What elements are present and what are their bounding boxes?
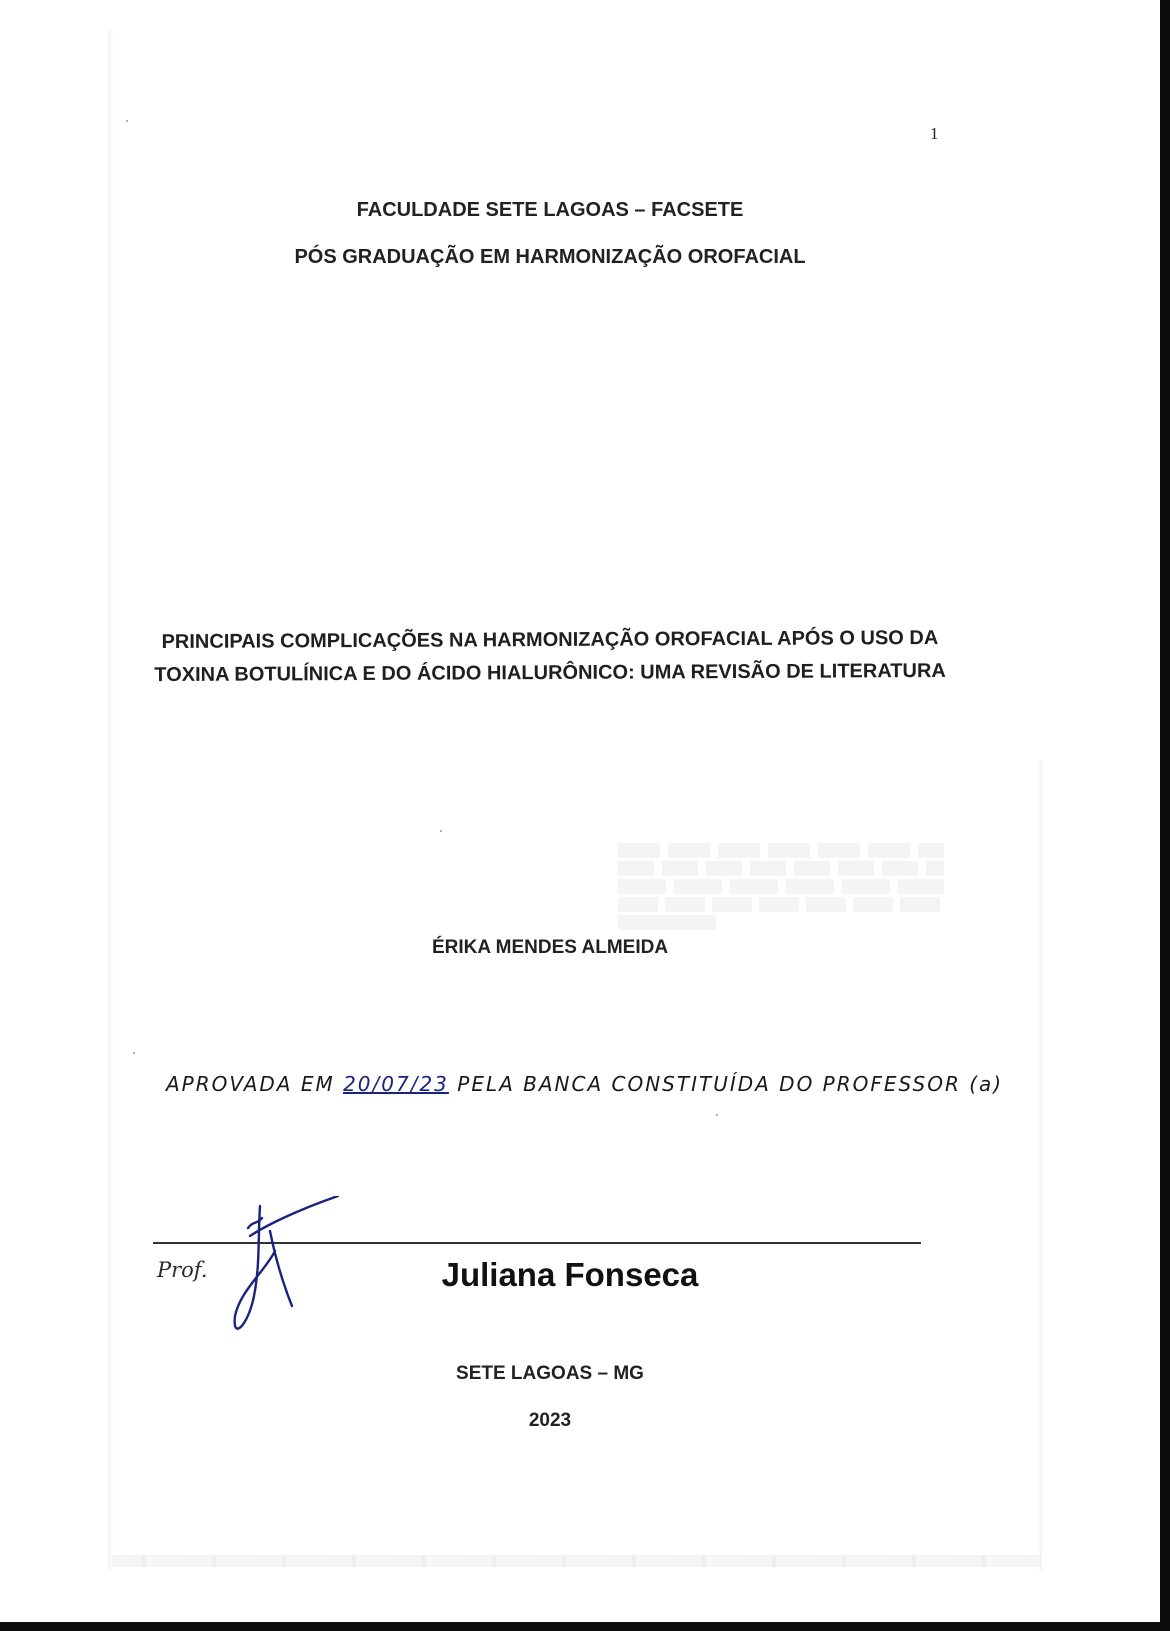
scan-speck xyxy=(440,830,442,832)
thesis-title xyxy=(150,622,950,692)
prof-label: Prof. xyxy=(157,1258,208,1282)
program-name: PÓS GRADUAÇÃO EM HARMONIZAÇÃO OROFACIAL xyxy=(294,246,806,268)
year: 2023 xyxy=(528,1410,572,1431)
scan-speck xyxy=(133,1052,135,1054)
scan-bottom-edge xyxy=(112,1555,1042,1567)
thesis-title-line-2: TOXINA BOTULÍNICA E DO ÁCIDO HIALURÔNICO: UMA REVISÃO DE LITERATURA xyxy=(154,659,946,687)
scan-speck xyxy=(716,1114,718,1116)
approval-prefix: APROVADA EM xyxy=(166,1072,335,1096)
scan-speck xyxy=(126,120,128,122)
approval-date: 20/07/23 xyxy=(343,1072,449,1096)
approval-suffix: PELA BANCA CONSTITUÍDA DO PROFESSOR (a) xyxy=(457,1072,1004,1096)
professor-name: Juliana Fonseca xyxy=(441,1256,699,1293)
bleed-through-text xyxy=(618,843,944,930)
page-number: 1 xyxy=(930,124,939,143)
thesis-title-line-1: PRINCIPAIS COMPLICAÇÕES NA HARMONIZAÇÃO OROFACIAL APÓS O USO DA xyxy=(161,626,939,654)
author-name: ÉRIKA MENDES ALMEIDA xyxy=(431,937,669,958)
approval-statement xyxy=(166,1072,1003,1096)
institution-name: FACULDADE SETE LAGOAS – FACSETE xyxy=(356,199,744,221)
city: SETE LAGOAS – MG xyxy=(456,1363,644,1384)
scan-shadow-right xyxy=(1038,760,1042,1570)
